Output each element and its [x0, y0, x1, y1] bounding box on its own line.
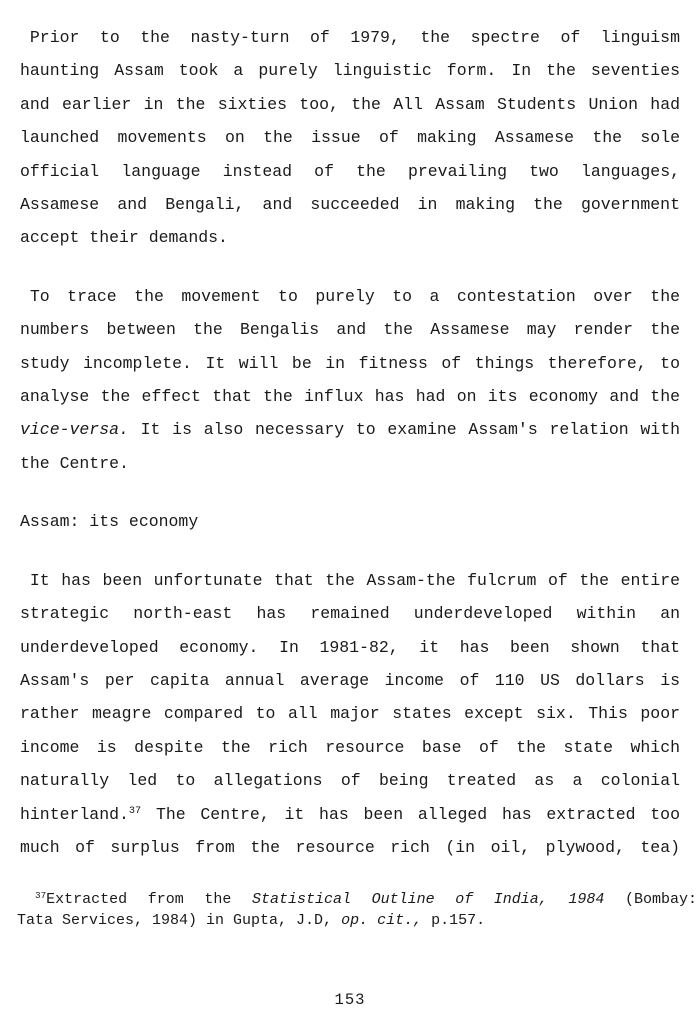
text-line [20, 597, 680, 630]
text-segment: p.157. [422, 912, 486, 930]
text-line [20, 121, 680, 154]
text-line [20, 221, 680, 254]
paragraph-2 [20, 280, 680, 480]
section-heading: Assam: its economy [20, 512, 199, 532]
footnote-reference: 37 [35, 890, 47, 902]
text-line [20, 564, 680, 597]
text-segment: op. cit., [341, 912, 423, 930]
text-line [20, 831, 680, 864]
text-segment: official language instead of the prevailing two languages, [20, 161, 680, 181]
text-segment: It has been unfortunate that the Assam-the fulcrum of the entire [29, 570, 680, 590]
text-line [20, 21, 680, 54]
text-line [20, 764, 680, 797]
text-line [20, 664, 680, 697]
text-segment: study incomplete. It will be in fitness of things therefore, to [20, 353, 680, 373]
text-segment: strategic north-east has remained underdeveloped within an [20, 604, 680, 624]
text-segment: income is despite the rich resource base of the state which [20, 737, 680, 757]
text-segment: numbers between the Bengalis and the Assamese may render the [20, 320, 680, 340]
text-segment: Assamese and Bengali, and succeeded in making the government [20, 195, 680, 215]
text-segment: To trace the movement to purely to a contestation over the [29, 286, 680, 306]
text-segment: Extracted from the [46, 891, 252, 909]
text-segment: It is also necessary to examine Assam's relation with [128, 420, 680, 440]
text-line [20, 798, 680, 831]
text-segment: analyse the effect that the influx has had on its economy and the [20, 387, 680, 407]
text-line [20, 54, 680, 87]
text-segment: the Centre. [20, 453, 129, 473]
text-segment: Tata Services, 1984) in Gupta, J.D, [17, 912, 342, 930]
text-segment: naturally led to allegations of being treated as a colonial [20, 771, 680, 791]
text-segment: haunting Assam took a purely linguistic form. In the seventies [20, 61, 680, 81]
text-segment: rather meagre compared to all major states except six. This poor [20, 704, 680, 724]
text-line [20, 413, 680, 446]
text-line [20, 188, 680, 221]
footnote-reference: 37 [128, 804, 142, 817]
text-segment: Prior to the nasty-turn of 1979, the spectre of linguism [29, 28, 680, 47]
paragraph-1 [20, 21, 680, 255]
text-segment: Assam's per capita annual average income of 110 US dollars is [20, 670, 680, 690]
text-segment: much of surplus from the resource rich (in oil, plywood, tea) [20, 837, 680, 857]
text-line [20, 697, 680, 730]
text-line [20, 88, 680, 121]
text-segment: The Centre, it has been alleged has extracted too [141, 804, 680, 824]
text-line [17, 910, 697, 931]
footnote [17, 889, 697, 931]
text-line [20, 313, 680, 346]
text-line [20, 447, 680, 480]
text-segment: accept their demands. [20, 228, 228, 248]
text-segment: (Bombay: [604, 891, 698, 909]
text-line [17, 889, 697, 910]
text-segment: and earlier in the sixties too, the All Assam Students Union had [20, 94, 680, 114]
text-segment: launched movements on the issue of making Assamese the sole [20, 128, 680, 148]
text-line [20, 155, 680, 188]
text-segment: underdeveloped economy. In 1981-82, it has been shown that [20, 637, 680, 657]
text-line [20, 380, 680, 413]
text-segment: Statistical Outline of India, 1984 [251, 891, 605, 909]
page-number: 153 [334, 991, 366, 1010]
text-line [20, 731, 680, 764]
paragraph-3 [20, 564, 680, 865]
text-line [20, 631, 680, 664]
text-segment: vice-versa. [20, 420, 129, 440]
text-line [20, 280, 680, 313]
text-line [20, 347, 680, 380]
text-segment: hinterland. [20, 804, 129, 824]
